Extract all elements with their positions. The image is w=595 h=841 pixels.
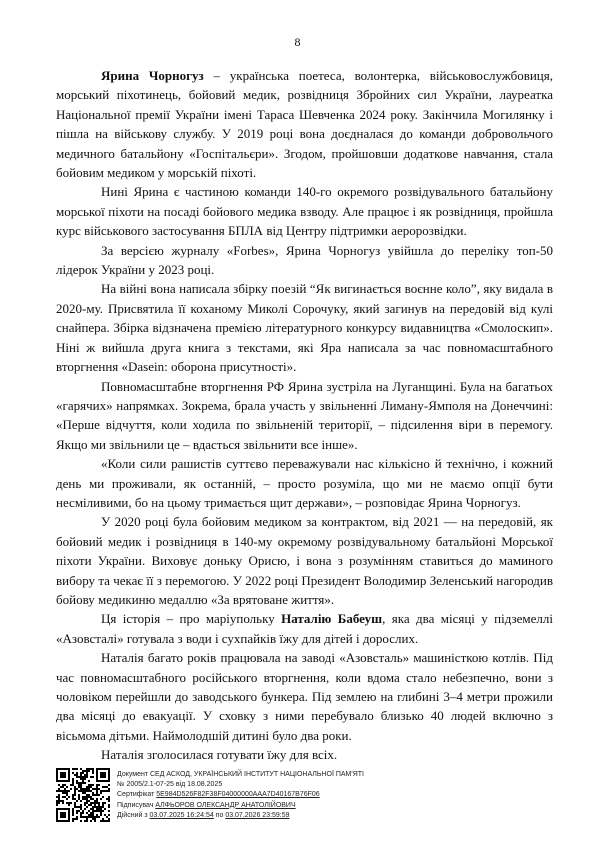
certificate-document: Документ СЕД АСКОД, УКРАЇНСЬКИЙ ІНСТИТУТ НАЦІОНАЛЬНОЇ ПАМ'ЯТІ bbox=[117, 771, 364, 778]
signature-footer bbox=[56, 768, 553, 828]
certificate-validity: Дійсний з 03.07.2025 16:24:54 по 03.07.2026 23:59:59 bbox=[117, 811, 290, 819]
paragraph bbox=[56, 377, 553, 455]
paragraph-text: Наталія зголосилася готувати їжу для всіх. bbox=[101, 747, 338, 763]
page-number: 8 bbox=[294, 35, 301, 49]
paragraph-text: На війні вона написала збірку поезій “Як вигинається воєнне коло”, яку видала в 2020-му. Присвятила її коханому Миколі Сорочуку, який загинув на передовій від кулі снайпера. Збірка відзначена премією літературного конкурсу видавництва «Смолоскип». Ніні ж вийшла друга книга з текстами, які Яра написала за час повномасштабного вторгнення «Dasein: оборона присутності». bbox=[56, 281, 553, 375]
paragraph-text: Наталія багато років працювала на заводі «Азовсталь» машиністкою котлів. Під час повномасштабного російського вторгнення, коли вдома стало небезпечно, вони з чоловіком перейшли до заводського бункера. Під землею на глибині 3–4 метри прожили два місяці до евакуації. У сховку з ними перебувало близько 40 людей включно з вісьмома дітьми. Наймолодшій дитині було два роки. bbox=[56, 650, 553, 743]
paragraph bbox=[56, 454, 553, 512]
certificate-info bbox=[117, 770, 364, 821]
paragraph-text: Повномасштабне вторгнення РФ Ярина зустріла на Луганщині. Була на багатьох «гарячих» напрямках. Зокрема, брала участь у звільненні Лиману-Ямполя на Донеччині: «Перше відчуття, коли ходила по звільненій території, – підсилення віри в перемогу. Якщо ми звільнили це – вдасться звільнити все інше». bbox=[56, 378, 553, 452]
bold-name: Наталію Бабеуш bbox=[281, 611, 383, 627]
paragraph-text: – українська поетеса, волонтерка, військовослужбовиця, морський піхотинець, бойовий медик, розвідниця Збройних сил України, лауреатка Національної премії України імені Тараса Шевченка 2024 року. Закінчила Могилянку і пішла на військову службу. У 2019 році вона доєдналася до команди добровольчого медичного батальйону «Госпітальєри». Згодом, пройшовши додаткове навчання, стала бойовим медиком у морській піхоті. bbox=[56, 68, 553, 181]
paragraph-text: Ця історія – про маріупольку bbox=[101, 611, 282, 627]
certificate-signer-value: АЛФЬОРОВ ОЛЕКСАНДР АНАТОЛІЙОВИЧ bbox=[155, 801, 296, 809]
paragraph bbox=[56, 241, 553, 280]
paragraph-text: За версією журналу «Forbes», Ярина Чорногуз увійшла до переліку топ-50 лідерок України у 2023 році. bbox=[56, 242, 553, 278]
certificate-number: № 2005/2.1-07-25 від 18.08.2025 bbox=[117, 781, 223, 789]
qr-code-icon bbox=[56, 768, 110, 822]
paragraph bbox=[56, 66, 553, 182]
bold-name: Ярина Чорногуз bbox=[101, 68, 204, 83]
certificate-serial-value: 5E984D526F82F38F04000000AAA7D40167B76F06 bbox=[156, 791, 320, 799]
paragraph-text: «Коли сили рашистів суттєво переважували нас кількісно й технічно, і кожний день ми проживали, як останній, – просто розуміла, що ми не маємо опції бути несміливими, бо на цьому тримається щит держави», – розповідає Ярина Чорногуз. bbox=[56, 456, 553, 510]
paragraph bbox=[56, 279, 553, 376]
paragraph bbox=[56, 745, 553, 764]
paragraph bbox=[56, 609, 553, 648]
paragraph-text: У 2020 році була бойовим медиком за контрактом, від 2021 — на передовій, як бойовий медик і розвідниця в 140-му окремому розвідувальному батальйоні Морської піхоти України. Виховує доньку Орисю, і вона з розумінням ставиться до маминого вибору та чекає її з перемогою. У 2022 році Президент Володимир Зеленський нагородив бойову медикиню медаллю «За врятоване життя». bbox=[56, 514, 553, 607]
paragraph-text: , яка два місяці у підземеллі «Азовсталі» готувала з води і сухпайків їжу для дітей і дорослих. bbox=[56, 611, 553, 646]
certificate-serial: Сертифікат 5E984D526F82F38F04000000AAA7D40167B76F06 bbox=[117, 791, 320, 799]
paragraph-text: Нині Ярина є частиною команди 140-го окремого розвідувального батальйону морської піхоти на посаді бойового медика взводу. Але працює і як розвідниця, пройшла курс військового застосування БПЛА від Центру підтримки аеророзвідки. bbox=[56, 184, 553, 239]
paragraph bbox=[56, 512, 553, 609]
document-body bbox=[56, 66, 553, 765]
paragraph bbox=[56, 648, 553, 745]
certificate-signer: Підписувач АЛФЬОРОВ ОЛЕКСАНДР АНАТОЛІЙОВИЧ bbox=[117, 801, 296, 809]
paragraph bbox=[56, 182, 553, 240]
